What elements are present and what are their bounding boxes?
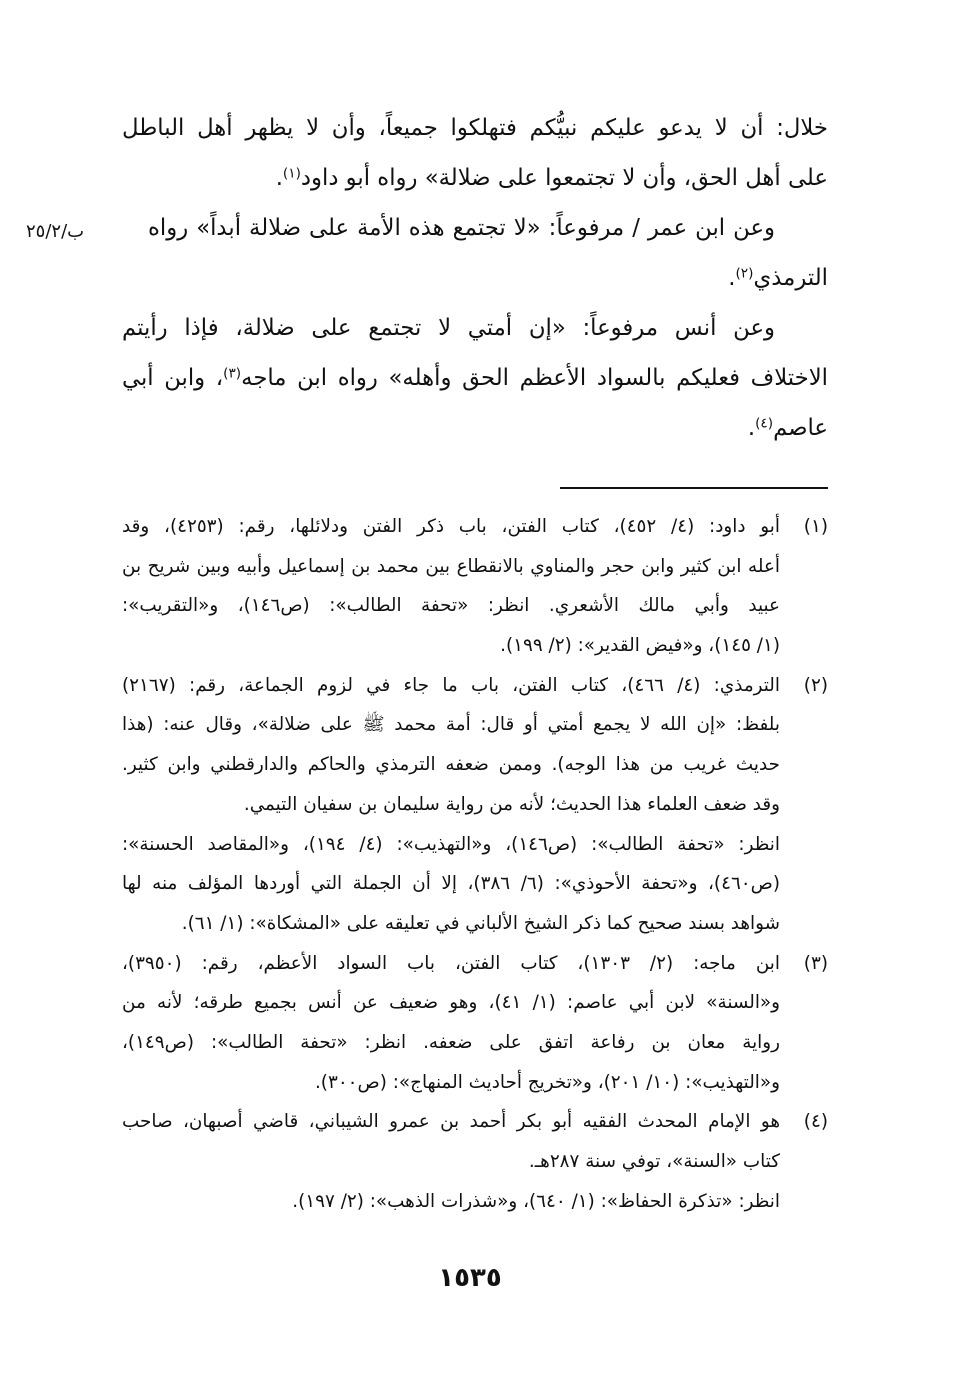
footnote-line-text: (١/ ١٤٥)، و«فيض القدير»: (٢/ ١٩٩). xyxy=(500,635,780,657)
footnote-ref: (١) xyxy=(282,165,301,182)
main-line xyxy=(122,253,828,303)
footnote-line-text: انظر: «تذكرة الحفاظ»: (١/ ٦٤٠)، و«شذرات الذهب»: (٢/ ١٩٧). xyxy=(292,1190,780,1212)
footnote-line-text: و«السنة» لابن أبي عاصم: (١/ ٤١)، وهو ضعيف عن أنس بجميع طرقه؛ لأنه من xyxy=(122,992,780,1014)
footnote-line-text: ابن ماجه: (٢/ ١٣٠٣)، كتاب الفتن، باب السواد الأعظم، رقم: (٣٩٥٠)، xyxy=(122,952,780,974)
main-line-text: وعن أنس مرفوعاً: «إن أمتي لا تجتمع على ضلالة، فإذا رأيتم xyxy=(122,315,775,341)
main-line-text: وعن ابن عمر / مرفوعاً: «لا تجتمع هذه الأمة على ضلالة أبداً» رواه xyxy=(148,215,775,241)
main-line-content xyxy=(276,165,828,191)
footnote-line-text: كتاب «السنة»، توفي سنة ٢٨٧هـ. xyxy=(528,1151,780,1172)
footnote-line xyxy=(122,1142,780,1182)
footnote-line xyxy=(122,507,780,547)
footnote-line xyxy=(122,1102,780,1142)
footnote-line xyxy=(122,547,780,587)
footnote-line xyxy=(122,586,780,626)
footnote-line-text: بلفظ: «إن الله لا يجمع أمتي أو قال: أمة محمد ﷺ على ضلالة»، وقال عنه: (هذا xyxy=(122,714,780,736)
main-line-content xyxy=(728,265,828,291)
footnote xyxy=(122,666,828,944)
footnote-line-text: هو الإمام المحدث الفقيه أبو بكر أحمد بن عمرو الشيباني، قاضي أصبهان، صاحب xyxy=(122,1111,780,1133)
footnote-ref: (٢) xyxy=(735,265,754,282)
footnote-number: (٤) xyxy=(803,1111,828,1133)
main-line-text: الاختلاف فعليكم بالسواد الأعظم الحق وأهله» رواه ابن ماجه xyxy=(241,365,828,391)
main-line-content xyxy=(748,415,828,441)
footnote-number: (٣) xyxy=(803,952,828,974)
main-line-content xyxy=(122,365,828,391)
footnote-line xyxy=(122,666,780,706)
footnotes xyxy=(122,507,828,1221)
footnote-line-text: أعله ابن كثير وابن حجر والمناوي بالانقطاع بين محمد بن إسماعيل وأبيه وبين شريح بن xyxy=(122,555,780,577)
footnote-line xyxy=(122,944,780,984)
footnote-line xyxy=(122,1023,780,1063)
main-line-text: خلال: أن لا يدعو عليكم نبيُّكم فتهلكوا جميعاً، وأن لا يظهر أهل الباطل xyxy=(122,115,828,141)
main-line-tail: . xyxy=(275,165,283,191)
footnote-line xyxy=(122,1063,780,1103)
main-line xyxy=(122,353,828,403)
main-line xyxy=(122,103,828,153)
footnote-line-text: رواية معان بن رفاعة اتفق على ضعفه. انظر: «تحفة الطالب»: (ص١٤٩)، xyxy=(122,1031,780,1053)
footnote xyxy=(122,507,828,666)
footnote-line xyxy=(122,626,780,666)
footnote-number: (٢) xyxy=(803,674,828,696)
main-line-tail: . xyxy=(747,415,756,441)
footnote-number: (١) xyxy=(803,516,828,537)
footnote-line-text: أبو داود: (٤/ ٤٥٢)، كتاب الفتن، باب ذكر الفتن ودلائلها، رقم: (٤٢٥٣)، وقد xyxy=(122,516,780,537)
main-line xyxy=(122,303,828,353)
footnote-line-text: وقد ضعف العلماء هذا الحديث؛ لأنه من رواية سليمان بن سفيان التيمي. xyxy=(243,793,780,815)
page-number: ١٥٣٥ xyxy=(438,1263,502,1293)
footnote-line xyxy=(122,904,780,944)
footnote-line xyxy=(122,983,780,1023)
footnote-ref: (٤) xyxy=(755,415,774,432)
main-line-text: على أهل الحق، وأن لا تجتمعوا على ضلالة» رواه أبو داود xyxy=(300,165,828,191)
footnote-ref: (٣) xyxy=(223,365,242,382)
main-line-text: الترمذي xyxy=(753,265,828,291)
footnote-line-text: عبيد وأبي مالك الأشعري. انظر: «تحفة الطالب»: (ص١٤٦)، و«التقريب»: xyxy=(122,595,780,617)
footnote-line-text: حديث غريب من هذا الوجه). وممن ضعفه الترمذي والحاكم والدارقطني وابن كثير. xyxy=(122,754,780,776)
footnote-line-text: شواهد بسند صحيح كما ذكر الشيخ الألباني في تعليقه على «المشكاة»: (١/ ٦١). xyxy=(181,912,780,934)
footnote-line-text: الترمذي: (٤/ ٤٦٦)، كتاب الفتن، باب ما جاء في لزوم الجماعة، رقم: (٢١٦٧) xyxy=(122,674,780,696)
main-line-tail: ، وابن أبي xyxy=(122,365,224,391)
main-text xyxy=(122,103,828,453)
margin-note: ب/٢٥/٢ xyxy=(26,221,85,242)
footnote-line xyxy=(122,745,780,785)
footnote-separator xyxy=(560,487,828,489)
footnote xyxy=(122,944,828,1103)
footnote-line xyxy=(122,1182,780,1222)
footnote-line-text: و«التهذيب»: (١٠/ ٢٠١)، و«تخريج أحاديث المنهاج»: (ص٣٠٠). xyxy=(314,1071,780,1093)
main-line-tail: . xyxy=(728,265,736,291)
main-line-text: عاصم xyxy=(773,415,828,441)
main-line xyxy=(122,403,828,453)
footnote-line xyxy=(122,705,780,745)
footnote-line xyxy=(122,825,780,865)
main-line xyxy=(122,203,828,253)
footnote-line-text: انظر: «تحفة الطالب»: (ص١٤٦)، و«التهذيب»: (٤/ ١٩٤)، و«المقاصد الحسنة»: xyxy=(122,833,780,855)
footnote-line xyxy=(122,864,780,904)
footnote xyxy=(122,1102,828,1221)
footnote-line xyxy=(122,785,780,825)
main-line xyxy=(122,153,828,203)
footnote-line-text: (ص٤٦٠)، و«تحفة الأحوذي»: (٦/ ٣٨٦)، إلا أن الجملة التي أوردها المؤلف منه لها xyxy=(122,873,780,895)
